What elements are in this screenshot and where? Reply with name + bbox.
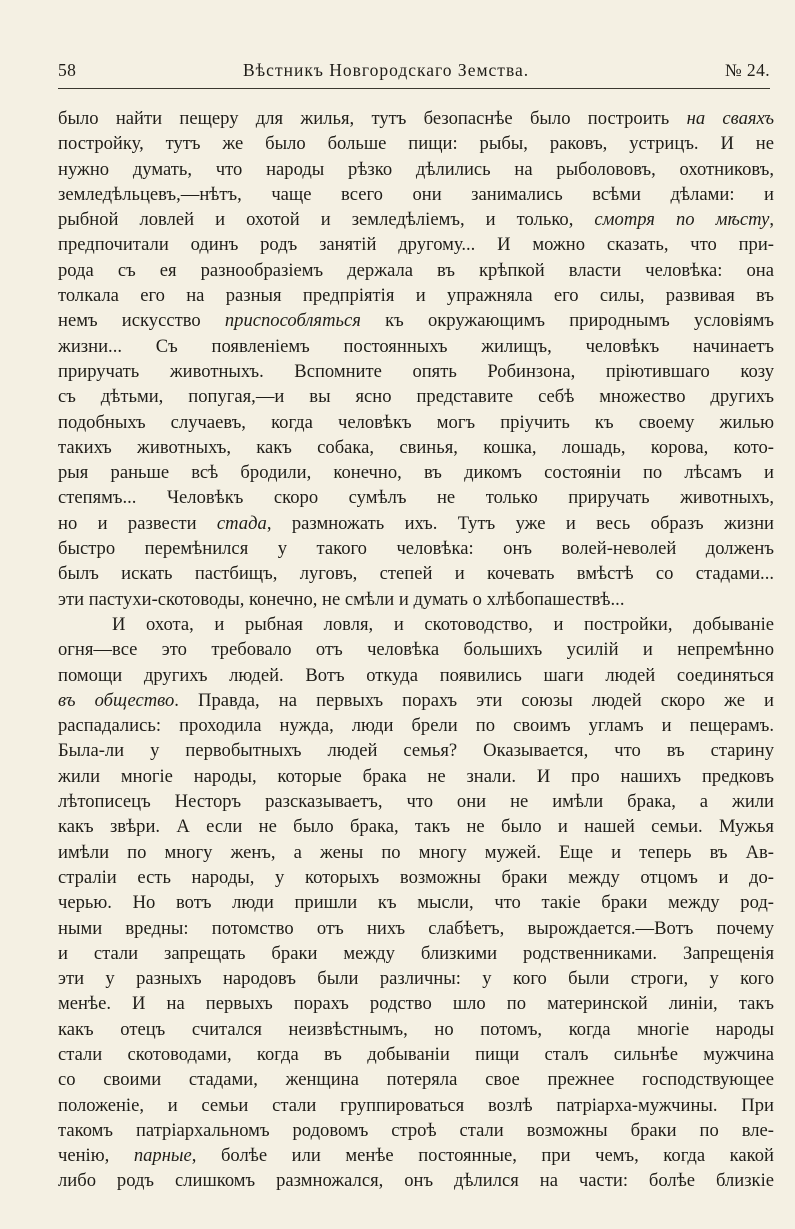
text-segment: черью. Но вотъ люди пришли къ мысли, что такіе браки между род- <box>58 892 774 914</box>
text-line <box>58 916 774 941</box>
text-line <box>58 334 774 359</box>
text-segment: рыя раньше всѣ бродили, конечно, въ дикомъ состояніи по лѣсамъ и <box>58 462 774 484</box>
text-line <box>58 435 774 460</box>
text-segment: и стали запрещать браки между близкими родственниками. Запрещенія <box>58 942 774 964</box>
text-segment: какъ звѣри. А если не было брака, такъ не было и нашей семьи. Мужья <box>58 816 774 838</box>
text-segment: И охота, и рыбная ловля, и скотоводство, и постройки, добываніе <box>112 613 774 635</box>
text-line <box>58 688 774 713</box>
running-header <box>58 60 770 84</box>
text-segment: земледѣльцевъ,—нѣтъ, чаще всего они занимались всѣми дѣлами: и <box>58 183 774 205</box>
text-line <box>58 890 774 915</box>
text-line <box>58 384 774 409</box>
text-line <box>58 157 774 182</box>
italic-phrase: смотря по мѣсту <box>594 209 770 231</box>
text-segment: такомъ патріархальномъ родовомъ строѣ стали возможны браки по вле- <box>58 1119 774 1141</box>
text-line <box>58 612 774 637</box>
text-line <box>58 663 774 688</box>
text-segment: , <box>769 209 774 231</box>
text-line <box>58 536 774 561</box>
text-segment: эти у разныхъ народовъ были различны: у кого были строги, у кого <box>58 968 774 990</box>
text-segment: было найти пещеру для жилья, тутъ безопаснѣе было построить <box>58 108 687 129</box>
text-line <box>58 182 774 207</box>
text-line <box>58 637 774 662</box>
text-line <box>58 511 774 536</box>
text-line <box>58 966 774 991</box>
text-segment: эти пастухи-скотоводы, конечно, не смѣли и думать о хлѣбопашествѣ... <box>58 588 625 610</box>
text-line <box>58 308 774 333</box>
text-segment: такихъ животныхъ, какъ собака, свинья, кошка, лошадь, корова, кото- <box>58 436 774 458</box>
text-line <box>58 485 774 510</box>
text-line <box>58 1168 774 1193</box>
italic-phrase: стада <box>216 512 267 534</box>
text-line <box>58 865 774 890</box>
text-segment: страліи есть народы, у которыхъ возможны браки между отцомъ и до- <box>58 866 774 888</box>
text-segment: толкала его на разныя предпріятія и упражняла его силы, развивая въ <box>58 285 774 307</box>
text-segment: но и развести <box>58 512 217 534</box>
text-segment: немъ искусство <box>58 310 225 332</box>
text-line <box>58 814 774 839</box>
text-segment: былъ искать пастбищъ, луговъ, степей и кочевать вмѣстѣ со стадами... <box>58 563 774 585</box>
text-line <box>58 764 774 789</box>
text-segment: рыбной ловлей и охотой и земледѣліемъ, и только, <box>58 209 595 231</box>
text-segment: помощи другихъ людей. Вотъ откуда появились шаги людей соединяться <box>58 664 774 686</box>
text-segment: приручать животныхъ. Вспомните опять Робинзона, пріютившаго козу <box>58 360 774 382</box>
text-segment: огня—все это требовало отъ человѣка большихъ усилій и непремѣнно <box>58 639 774 661</box>
header-rule <box>58 88 770 89</box>
text-segment: со своими стадами, женщина потеряла свое прежнее господствующее <box>58 1069 774 1091</box>
text-segment: либо родъ слишкомъ размножался, онъ дѣлился на части: болѣе близкіе <box>58 1170 774 1192</box>
text-line <box>58 1017 774 1042</box>
journal-title: Вѣстникъ Новгородскаго Земства. <box>243 60 530 80</box>
text-segment: быстро перемѣнился у такого человѣка: онъ волей-неволей долженъ <box>58 538 774 560</box>
text-line <box>58 941 774 966</box>
text-line <box>58 587 774 612</box>
text-line <box>58 232 774 257</box>
text-line <box>58 1093 774 1118</box>
text-segment: рода съ ея разнообразіемъ держала въ крѣпкой власти человѣка: она <box>58 259 774 281</box>
text-segment: , размножать ихъ. Тутъ уже и весь образъ жизни <box>266 512 774 534</box>
text-segment: жили многіе народы, которые брака не знали. И про нашихъ предковъ <box>58 765 774 787</box>
text-line <box>58 789 774 814</box>
text-segment: нужно думать, что народы рѣзко дѣлились на рыболововъ, охотниковъ, <box>58 158 774 180</box>
text-line <box>58 840 774 865</box>
text-line <box>58 738 774 763</box>
text-line <box>58 460 774 485</box>
text-line <box>58 713 774 738</box>
page-number: 58 <box>58 60 77 80</box>
italic-phrase: въ общество <box>58 689 175 711</box>
text-line <box>58 1118 774 1143</box>
text-line <box>58 1042 774 1067</box>
text-segment: ными вредны: потомство отъ нихъ слабѣетъ, вырождается.—Вотъ почему <box>58 917 774 939</box>
text-segment: ченію, <box>58 1145 134 1167</box>
text-segment: имѣли по многу женъ, а жены по многу мужей. Еще и теперь въ Ав- <box>58 841 774 863</box>
text-line <box>58 561 774 586</box>
text-line <box>58 207 774 232</box>
text-segment: стали скотоводами, когда въ добываніи пищи сталъ сильнѣе мужчина <box>58 1043 774 1065</box>
text-segment: менѣе. И на первыхъ порахъ родство шло по материнской линіи, такъ <box>58 993 774 1015</box>
text-segment: какъ отецъ считался неизвѣстнымъ, но потомъ, когда многіе народы <box>58 1018 774 1040</box>
text-line <box>58 410 774 435</box>
text-segment: распадались: проходила нужда, люди брели по своимъ угламъ и пещерамъ. <box>58 715 774 737</box>
text-segment: , болѣе или менѣе постоянные, при чемъ, когда какой <box>191 1145 774 1167</box>
text-segment: положеніе, и семьи стали группироваться возлѣ патріарха-мужчины. При <box>58 1094 774 1116</box>
text-line <box>58 359 774 384</box>
text-segment: степямъ... Человѣкъ скоро сумѣлъ не только приручать животныхъ, <box>58 487 774 509</box>
text-segment: . Правда, на первыхъ порахъ эти союзы людей скоро же и <box>174 689 774 711</box>
italic-phrase: приспособляться <box>224 310 361 332</box>
text-line <box>58 131 774 156</box>
text-line <box>58 1143 774 1168</box>
text-segment: Была-ли у первобытныхъ людей семья? Оказывается, что въ старину <box>58 740 774 762</box>
italic-phrase: на сваяхъ <box>686 108 774 129</box>
issue-number: № 24. <box>725 60 770 80</box>
text-segment: къ окружающимъ природнымъ условіямъ <box>360 310 774 332</box>
italic-phrase: парные <box>133 1145 192 1167</box>
body-text <box>58 106 774 1194</box>
text-line <box>58 1067 774 1092</box>
text-line <box>58 991 774 1016</box>
text-segment: съ дѣтьми, попугая,—и вы ясно представите себѣ множество другихъ <box>58 386 774 408</box>
text-segment: предпочитали одинъ родъ занятій другому... И можно сказать, что при- <box>58 234 774 256</box>
text-line <box>58 106 774 131</box>
text-line <box>58 283 774 308</box>
text-segment: постройку, тутъ же было больше пищи: рыбы, раковъ, устрицъ. И не <box>58 133 774 155</box>
text-segment: жизни... Съ появленіемъ постоянныхъ жилищъ, человѣкъ начинаетъ <box>58 335 774 357</box>
text-line <box>58 258 774 283</box>
text-segment: лѣтописецъ Несторъ разсказываетъ, что они не имѣли брака, а жили <box>58 791 774 813</box>
text-segment: подобныхъ случаевъ, когда человѣкъ могъ пріучить къ своему жилью <box>58 411 774 433</box>
